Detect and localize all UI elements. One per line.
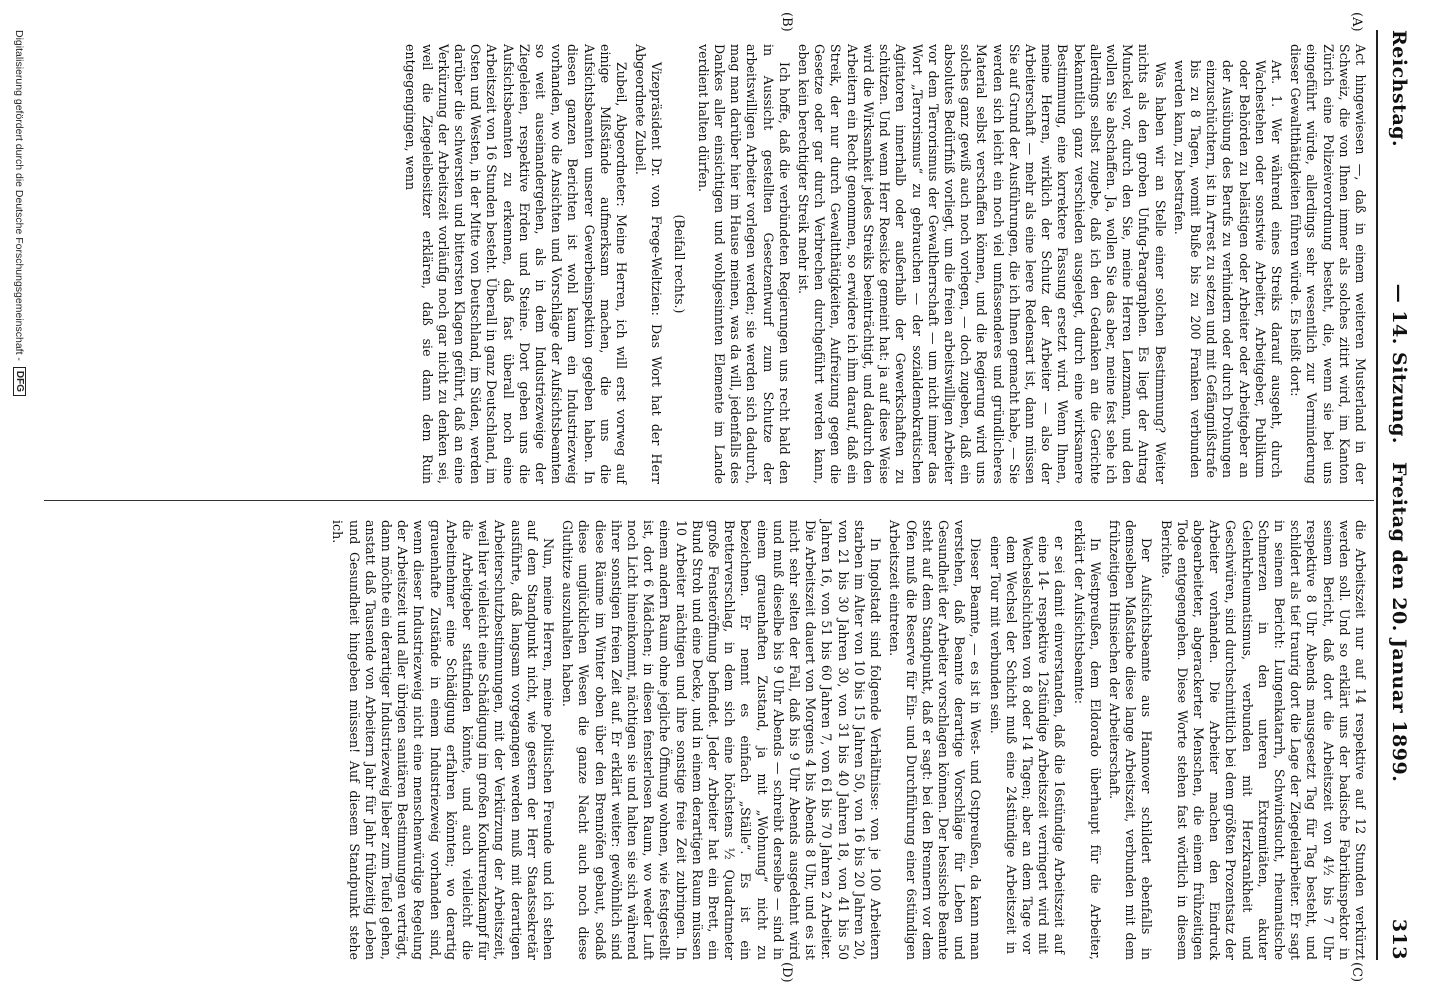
dfg-logo: DFG	[13, 367, 26, 396]
applause-note: (Beifall rechts.)	[671, 214, 687, 314]
paragraph: Der Aufsichtsbeamte aus Hannover schildert ebenfalls in demselben Maßstabe diese lange Arbeitszeit, verbunden mit dem frühzeitigen Hinsiechen der Arbeiterschaft.	[1106, 520, 1155, 960]
paragraph: In Ingolstadt sind folgende Verhältnisse: von je 100 Arbeitern starben im Alter von 10 bis 15 Jahren 50, von 16 bis 20 Jahren 20, von 21 bis 30 Jahren 30, von 31 bis 40 Jahren 18, von 41 bis 50 Jahren 16, von 51 bis 60 Jahren 7, von 61 bis 70 Jahren 2 Arbeiter. Die Arbeitszeit dauert von Morgens 4 bis Abends 8 Uhr, und es ist nicht sehr selten der Fall, daß bis 9 Uhr Abends ausgedehnt wird und muß dieselbe bis 9 Uhr Abends — schreibt derselbe — sind in einem grauenhaften Zustand, ja mit „Wohnung“ nicht zu bezeichnen. Er nennt es einfach „Ställe“. Es ist ein Bretterverschlag, in dem sich eine höchstens ½ Quadratmeter große Fensteröffnung befindet. Jeder Arbeiter hat ein Brett, ein Bund Stroh und eine Decke, und in einem derartigen Raum müssen 10 Arbeiter nächtigen und ihre sonstige freie Zeit zubringen. In einem andern Raum ohne jegliche Öffnung wohnen, wie festgestellt ist, dort 6 Mädchen; in diesen fensterlosen Raum, wo weder Luft noch Licht hineinkommt, nächtigen sie und halten sie sich während ihrer sonstigen freien Zeit auf. Er erklärt weiter: gewöhnlich sind diese Räume im Winter oben über den Brennöfen gebaut, sodaß diese unglücklichen Wesen die ganze Nacht auch noch diese Gluthitze auszuhalten haben.	[560, 520, 884, 960]
margin-marker-c: (C)	[1349, 962, 1364, 983]
quoted-statement: er sei damit einverstanden, daß die 16stündige Arbeitszeit auf eine 14- respektive 12stündige Arbeitszeit verringert wird mit Wechselschichten von 8 oder 14 Tagen; aber an dem Tage vor dem Wechsel der Schicht muß eine 24stündige Arbeitszeit in einer Tour mit verbunden sein.	[987, 536, 1068, 954]
paragraph: die Arbeitszeit nur auf 14 respektive auf 12 Stunden verkürzt werden soll. Und so erklärt uns der badische Fabrikinspektor in seinem Bericht, daß dort die Arbeitszeit von 4½ bis 7 Uhr respektive 8 Uhr Abends mausgesetzt Tag für Tag besteht, und schildert als tief traurig dort die Lage der Ziegeleiarbeiter. Er sagt in seinem Bericht: Lungenkatarrh, Schwindsucht, rheumatische Schmerzen in den unteren Extremitäten, akuter Gelenkrheumatismus, verbunden mit Herzkrankheit und Geschwüren, sind durchschnittlich bei dem größten Prozentsatz der Arbeiter vorhanden. Die Arbeiter machen den Eindruck abgearbeiteter, abgerackerter Menschen, die einem frühzeitigen Tode entgegengehen. Diese Worte stehen fast wörtlich in diesem Berichte.	[1158, 520, 1368, 960]
header-rule	[1376, 30, 1378, 960]
column-divider	[44, 500, 1374, 501]
margin-marker-b: (B)	[779, 12, 794, 32]
page-header	[1382, 30, 1416, 960]
paragraph: In Westpreußen, dem Eldorado überhaupt für die Arbeiter, erklärt der Aufsichtsbeamte:	[1071, 520, 1103, 960]
paragraph: Was haben wir an Stelle einer solchen Bestimmung? Weiter nichts als den groben Unfug-Paragraphen. Es liegt der Antrag Munckel vor, durch den Sie, meine Herren Lenzmann, und den wollen Sie abschaffen. Ja, wollen Sie das aber, meine fest sehe ich allerdings selbst zugebe, daß ich den Gedanken an die Gerichte bekanntlich ganz verschieden ausgelegt, durch eine wirksamere Bestimmung, eine korrektere Fassung ersetzt wird. Wenn Ihnen, meine Herren, wirklich der Schutz der Arbeiter — also der Arbeiterschaft — mehr als eine leere Redensart ist, dann müssen Sie auf Grund der Ausführungen, die ich Ihnen gemacht habe, — Sie werden sich leicht ein noch viel umfassenderes und gründlicheres Material selbst verschaffen können, und die Regierung wird uns solches ganz gewiß auch noch vorlegen, — doch zugeben, daß ein absolutes Bedürfniß vorliegt, um die freien arbeitswilligen Arbeiter vor dem Terrorismus der Gewaltherrschaft — um nicht immer das Wort „Terrorismus“ zu gebrauchen — der sozialdemokratischen Agitatoren innerhalb oder außerhalb der Gewerkschaften zu schützen. Und wenn Herr Roesicke gemeint hat: ja auf diese Weise wird die Wirksamkeit jedes Streiks beeinträchtigt, und dadurch den Arbeitern ein Recht genommen, so erwidere ich ihm darauf, daß ein Streik, der nur durch Gewaltthätigkeiten, Aufreizung gegen die Gesetze oder gar durch Verbrechen durchgeführt werden kann, eben kein berechtigter Streik mehr ist.	[796, 44, 1168, 484]
margin-marker-a: (A)	[1349, 12, 1364, 32]
page-number: 313	[1388, 918, 1410, 960]
quoted-regulation: Art. 1. Wer während eines Streiks darauf ausgeht, durch Wachestehen oder sonstwie Arbeiter, Arbeitgeber, Publikum oder Behörden zu belästigen oder Arbeiter oder Arbeitgeber an der Ausübung des Berufs zu verhindern oder durch Drohungen einzuschüchtern, ist in Arrest zu setzen und mit Gefängnißstrafe bis zu 8 Tagen, womit Buße bis zu 200 Franken verbunden werden kann, zu bestrafen.	[1171, 60, 1284, 478]
president-announcement: Vizepräsident Dr. von Frege-Weltzien: Das Wort hat der Herr Abgeordnete Zubeil.	[633, 44, 665, 484]
paragraph: Dieser Beamte, — es ist in West- und Ostpreußen, da kann man verstehen, daß Beamte derartige Vorschläge für Leben und Gesundheit der Arbeiter vorschlagen können. Der hessische Beamte steht auf dem Standpunkt, daß er sagt: bei den Brennern vor dem Ofen muß die Reserve für Ein- und Durchführung einer 6stündigen Arbeitszeit eintreten.	[887, 520, 984, 960]
credit-text: Digitalisierung gefördert durch die Deutsche Forschungsgemeinschaft -	[13, 30, 26, 361]
margin-marker-d: (D)	[779, 962, 794, 983]
left-column	[399, 44, 1368, 484]
header-date: Freitag den 20. Januar 1899.	[1388, 462, 1410, 783]
paragraph: Act hingewiesen —, daß in einem weiteren Musterland in der Schweiz, die von Ihnen immer als solches zitirt wird, im Kanton Zürich eine Polizeiverordnung besteht, die, wenn sie bei uns eingeführt würde, allerdings sehr wesentlich zur Verminderung dieser Gewaltthätigkeiten führen würde. Es heißt dort:	[1288, 44, 1368, 484]
right-column	[326, 520, 1368, 960]
header-session: — 14. Sitzung.	[1388, 283, 1410, 445]
paragraph: Ich hoffe, daß die verbündeten Regierungen uns recht bald den in Aussicht gestellten Gesetzentwurf zum Schutze der arbeitswilligen Arbeiter vorlegen werden; sie werden sich dadurch, mag man darüber hier im Hause meinen, was da will, jedenfalls des Dankes aller einsichtigen und wohlgesinnten Elemente im Lande verdient halten dürfen.	[695, 44, 792, 484]
digitization-credit	[13, 30, 26, 396]
paragraph: Nun, meine Herren, meine politischen Freunde und ich stehen auf dem Standpunkt nicht, wie gestern der Herr Staatssekretär ausführte, daß langsam vorgegangen werden muß mit derartigen Arbeiterschutzbestimmungen, mit der Verkürzung der Arbeitszeit, weil hier vielleicht eine Schädigung im großen Konkurrenzkampf für die Arbeitgeber stattfinden könnte, und auch vielleicht die Arbeitnehmer eine Schädigung erfahren könnten; wo derartig grauenhafte Zustände in einem Industriezweig vorhanden sind, wenn dieser Industriezweig nicht eine menschenwürdige Regelung der Arbeitszeit und aller übrigen sanitären Bestimmungen verträgt, dann möchte ein derartiger Industriezweig lieber zum Teufel gehen, anstatt daß Tausende von Arbeitern Jahr für Jahr frühzeitig Leben und Gesundheit hingeben müssen! Auf diesem Standpunkt stehe ich.	[330, 520, 557, 961]
speech-paragraph: Zubeil, Abgeordneter: Meine Herren, ich will erst vorweg auf einige Mißstände aufmerksam machen, die uns die Aufsichtsbeamten unserer Gewerbeinspektion gegeben haben. In diesen ganzen Berichten ist wohl kaum ein Industriezweig vorhanden, wo die Ansichten und Vorschläge der Aufsichtsbeamten so weit auseinandergehen, als in dem Industriezweige der Ziegeleien, respektive Erden und Steine. Dort geben uns die Aufsichtsbeamten zu erkennen, daß fast überall noch eine Arbeitszeit von 16 Stunden besteht. Überall in ganz Deutschland, im Osten und Westen, in der Mitte von Deutschland, im Süden, werden darüber die schwersten und bittersten Klagen geführt, daß an eine Verkürzung der Arbeitszeit vorläufig noch gar nicht zu denken sei, weil die Ziegeleibesitzer erklären, daß sie dann dem Ruin entgegengingen, wenn	[403, 44, 630, 484]
header-title: Reichstag.	[1388, 30, 1410, 148]
